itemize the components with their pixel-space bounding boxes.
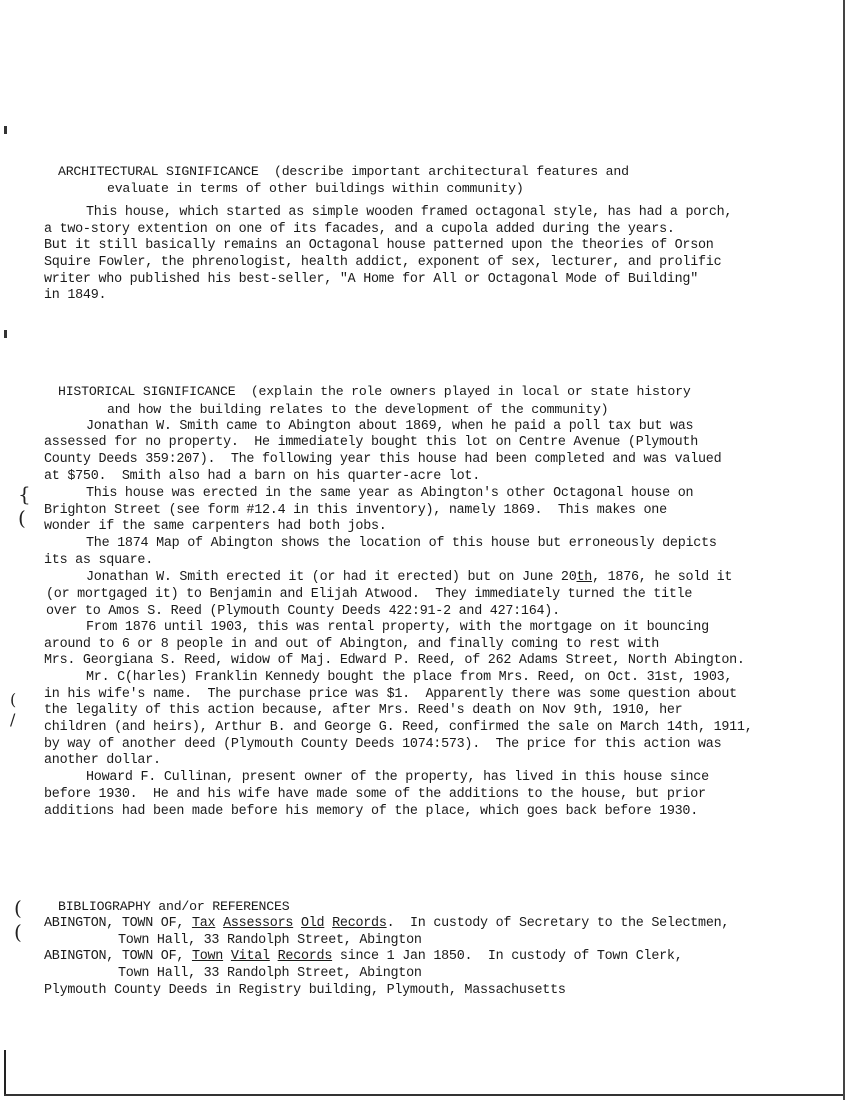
reference-title-word: Old [300,916,325,931]
historical-line: additions had been made before his memory of the place, which goes back before 1930. [44,804,698,819]
historical-line: Howard F. Cullinan, present owner of the property, has lived in this house since [86,770,709,785]
scan-edge-right [843,0,845,1100]
margin-bracket-mark: ( [14,920,22,944]
historical-line: the legality of this action because, after Mrs. Reed's death on Nov 9th, 1910, her [44,703,683,718]
margin-bracket-mark: { [18,482,31,506]
historical-line: around to 6 or 8 people in and out of Abington, and finally coming to rest with [44,637,660,652]
bibliography-heading: BIBLIOGRAPHY and/or REFERENCES [58,899,290,914]
historical-line [86,569,732,586]
architectural-line: in 1849. [44,288,107,303]
historical-line: The 1874 Map of Abington shows the location of this house but erroneously depicts [86,536,717,551]
historical-line: This house was erected in the same year as Abington's other Octagonal house on [86,486,694,501]
scan-edge-tick [4,126,7,134]
historical-line: Jonathan W. Smith came to Abington about 1869, when he paid a poll tax but was [86,419,694,434]
reference-title-word: Assessors [223,916,294,931]
historical-line: assessed for no property. He immediately bought this lot on Centre Avenue (Plymouth [44,435,698,450]
historical-line: wonder if the same carpenters had both jobs. [44,519,387,534]
historical-line: at $750. Smith also had a barn on his quarter-acre lot. [44,469,480,484]
architectural-heading-cont: evaluate in terms of other buildings within community) [107,181,524,196]
margin-bracket-mark: ( [14,896,22,920]
reference-title-word: Records [277,949,333,964]
historical-text-underlined: th [576,570,593,585]
reference-entry: Plymouth County Deeds in Registry building, Plymouth, Massachusetts [44,983,566,998]
historical-line: Mrs. Georgiana S. Reed, widow of Maj. Edward P. Reed, of 262 Adams Street, North Abington. [44,653,745,668]
historical-line: in his wife's name. The purchase price was $1. Apparently there was some question about [44,687,737,702]
reference-title-word: Tax [191,916,216,931]
historical-line: Mr. C(harles) Franklin Kennedy bought the place from Mrs. Reed, on Oct. 31st, 1903, [86,670,733,685]
historical-line: its as square. [44,553,153,568]
reference-title-word: Records [332,916,387,931]
margin-bracket-mark: ( [10,690,17,709]
reference-text: ABINGTON, TOWN OF, [44,949,192,964]
reference-text: . In custody of Secretary to the Selectmen, [386,916,730,931]
reference-title-word: Town [191,949,224,964]
reference-entry-cont: Town Hall, 33 Randolph Street, Abington [118,933,422,948]
architectural-line: Squire Fowler, the phrenologist, health addict, exponent of sex, lecturer, and prolific [44,255,722,270]
architectural-line: But it still basically remains an Octagonal house patterned upon the theories of Orson [44,238,714,253]
historical-text: , 1876, he sold it [592,570,733,585]
historical-line: another dollar. [44,753,161,768]
scan-edge-bottom [4,1094,844,1096]
historical-line: County Deeds 359:207). The following year this house had been completed and was valued [44,452,722,467]
reference-title-word: Vital [230,949,270,964]
historical-line: Brighton Street (see form #12.4 in this inventory), namely 1869. This makes one [44,503,667,518]
historical-line: before 1930. He and his wife have made some of the additions to the house, but prior [44,787,706,802]
reference-entry-cont: Town Hall, 33 Randolph Street, Abington [118,966,422,981]
reference-text: ABINGTON, TOWN OF, [44,916,192,931]
architectural-line: a two-story extention on one of its facades, and a cupola added during the years. [44,222,675,237]
historical-line: (or mortgaged it) to Benjamin and Elijah Atwood. They immediately turned the title [46,587,693,602]
reference-entry [44,915,729,932]
margin-bracket-mark: / [10,710,16,729]
historical-heading-cont: and how the building relates to the development of the community) [107,402,609,417]
historical-line: by way of another deed (Plymouth County Deeds 1074:573). The price for this action was [44,737,722,752]
historical-line: children (and heirs), Arthur B. and George G. Reed, confirmed the sale on March 14th, 1911, [44,720,753,735]
historical-heading: HISTORICAL SIGNIFICANCE (explain the role owners played in local or state history [58,384,691,399]
historical-line: From 1876 until 1903, this was rental property, with the mortgage on it bouncing [86,620,709,635]
reference-text: since 1 Jan 1850. In custody of Town Clerk, [332,949,683,964]
architectural-heading: ARCHITECTURAL SIGNIFICANCE (describe important architectural features and [58,164,629,179]
margin-bracket-mark: ( [18,506,26,530]
scan-edge-tick [4,330,7,338]
historical-line: over to Amos S. Reed (Plymouth County Deeds 422:91-2 and 427:164). [46,604,560,619]
scan-edge-left [4,1050,6,1096]
architectural-line: This house, which started as simple wooden framed octagonal style, has had a porch, [86,205,733,220]
historical-text: Jonathan W. Smith erected it (or had it erected) but on June 20 [86,570,577,585]
architectural-line: writer who published his best-seller, "A Home for All or Octagonal Mode of Building" [44,272,698,287]
reference-entry [44,948,682,965]
